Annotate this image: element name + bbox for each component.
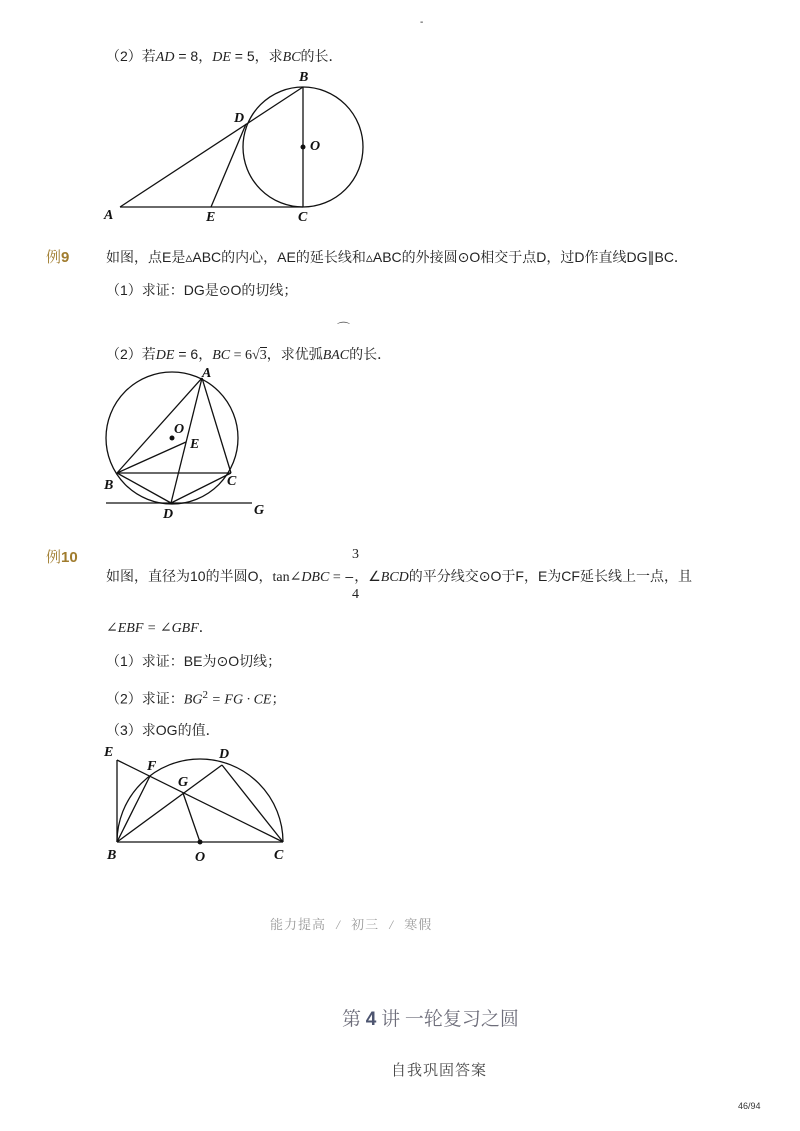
ex9-mid: ，求优弧 [266, 346, 323, 362]
math-de: DE [155, 348, 175, 363]
header-mark: - [420, 17, 424, 28]
ex10-stem-a: 如图，直径为10的半圆O， [106, 568, 273, 584]
frac-numerator: 3 [352, 547, 359, 562]
label-b: B [299, 70, 309, 85]
ex10-stem-c: 的平分线交⊙O于F，E为CF延长线上一点，且 [408, 568, 692, 584]
lecture-number: 4 [365, 1009, 377, 1030]
math-sup: 2 [202, 689, 208, 701]
ex9-suffix: 的长． [349, 346, 392, 362]
math-ad: AD [155, 50, 175, 65]
example-10-tag [46, 546, 78, 567]
ex9-part2-prefix: （2）若 [106, 346, 156, 362]
math-eq: = [329, 570, 345, 585]
math-bac: BAC [322, 348, 350, 363]
label-c: C [274, 848, 284, 863]
ex10-part2-suffix: ； [271, 690, 286, 707]
example-10-number: 10 [61, 549, 78, 566]
label-a: A [104, 208, 114, 223]
arc-mark: ⌒ [337, 321, 351, 336]
prev-eq2: = 5，求 [230, 48, 283, 64]
label-e: E [206, 210, 216, 225]
math-angle-condition: ∠EBF = ∠GBF [106, 621, 199, 636]
side-ab [117, 378, 202, 473]
chord-cd [171, 473, 231, 503]
label-b: B [107, 848, 117, 863]
nav-separator: / [336, 917, 341, 932]
math-bg: BG [183, 692, 203, 708]
example-10-part3: （3）求OG的值． [106, 722, 220, 738]
ex9-eq2: = 6 [230, 348, 253, 363]
center-dot [198, 840, 203, 845]
example-10-part2 [106, 686, 285, 710]
line-ec [117, 760, 283, 842]
label-o: O [310, 139, 321, 154]
example-10-condition [106, 618, 213, 638]
line-be [117, 442, 186, 473]
example-10-part1: （1）求证：BE为⊙O切线； [106, 653, 282, 669]
label-f: F [147, 759, 157, 774]
example-9-part1: （1）求证：DG是⊙O的切线； [106, 282, 298, 298]
label-d: D [234, 111, 245, 126]
side-ac [202, 378, 231, 473]
example-10-stem [106, 567, 692, 587]
prev-eq1: = 8， [174, 48, 213, 64]
nav-separator: / [389, 917, 395, 932]
footer-breadcrumb [270, 914, 432, 933]
sqrt-sign: √ [252, 348, 260, 363]
example-9-prefix: 例 [46, 249, 62, 266]
example-9-tag [46, 246, 69, 267]
label-d: D [219, 747, 230, 762]
example-10-prefix: 例 [46, 549, 62, 566]
label-c: C [298, 210, 308, 225]
section-title: 自我巩固答案 [391, 1063, 488, 1079]
label-d: D [163, 507, 174, 522]
math-bc: BC [282, 50, 301, 65]
lecture-prefix: 第 [342, 1009, 362, 1030]
ex9-eq1: = 6， [174, 346, 213, 362]
example-9-stem: 如图，点E是▵ABC的内心，AE的延长线和▵ABC的外接圆⊙O相交于点D，过D作直线DG∥BC． [106, 249, 688, 265]
nav-item-ability: 能力提高 [270, 917, 327, 932]
label-g: G [254, 503, 265, 518]
lecture-title [342, 1004, 519, 1031]
fraction-bar: – [345, 568, 354, 584]
label-c: C [227, 474, 237, 489]
nav-item-grade: 初三 [351, 917, 380, 932]
chord-bf [117, 776, 150, 842]
frac-denominator: 4 [352, 587, 359, 602]
label-o: O [195, 850, 206, 865]
math-de: DE [212, 50, 231, 65]
prev-part2-prefix: （2）若 [106, 48, 156, 64]
math-bc: BC [212, 348, 231, 363]
prev-part2 [106, 47, 343, 67]
sqrt-radicand: 3 [259, 348, 267, 363]
cond-end: ． [198, 619, 213, 635]
math-dbc: DBC [301, 570, 330, 585]
label-e: E [104, 745, 114, 760]
example-9-number: 9 [61, 249, 70, 266]
label-o: O [174, 422, 185, 437]
center-dot [301, 145, 306, 150]
line-ab [120, 87, 303, 207]
page-number: 46/94 [738, 1101, 761, 1111]
figure-incenter [90, 362, 290, 527]
label-e: E [190, 437, 200, 452]
math-tan: tan∠ [272, 570, 302, 585]
chord-bd [117, 473, 171, 503]
math-eq-fgce: = FG · CE [207, 692, 272, 708]
label-g: G [178, 775, 189, 790]
ex10-part2-prefix: （2）求证： [106, 690, 184, 707]
label-b: B [104, 478, 114, 493]
ex10-stem-b: ，∠ [354, 568, 381, 584]
label-a: A [202, 366, 212, 381]
figure-semicircle [95, 740, 305, 868]
nav-item-season: 寒假 [404, 917, 433, 932]
prev-suffix: 的长． [300, 48, 343, 64]
figure-tangent-circle [90, 68, 390, 228]
lecture-name: 讲 一轮复习之圆 [381, 1009, 519, 1030]
math-bcd: BCD [380, 570, 409, 585]
